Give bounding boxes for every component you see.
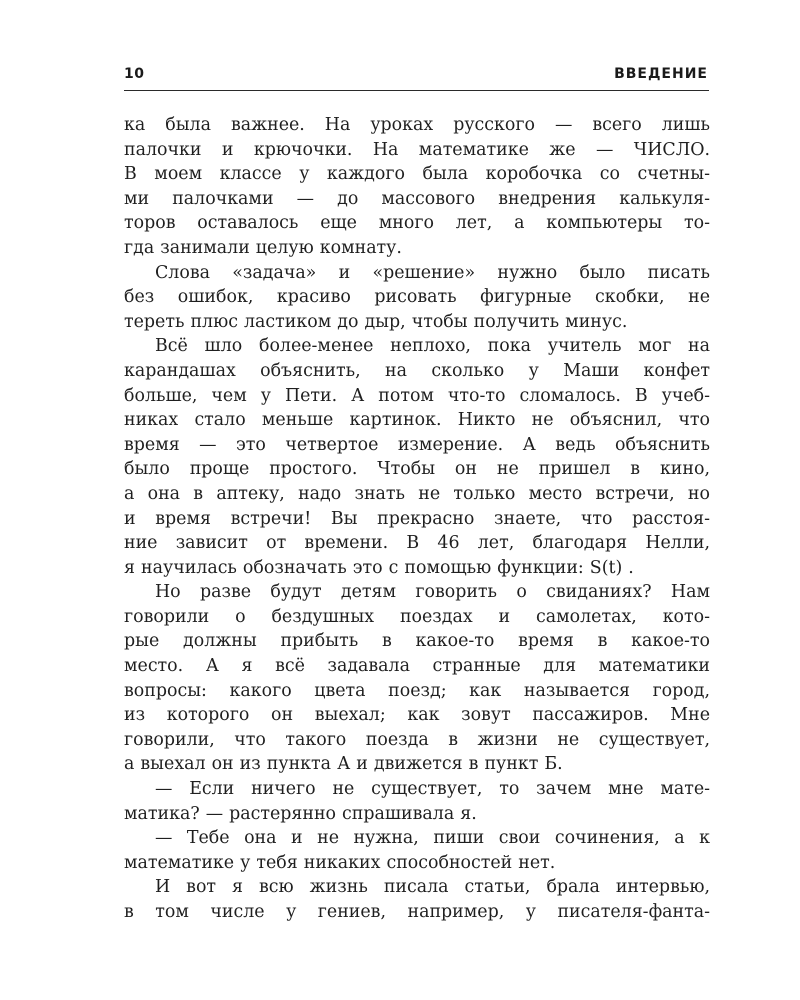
text-line: без ошибок, красиво рисовать фигурные скобки, не [124,287,710,308]
text-line: гда занимали целую комнату. [124,237,402,258]
text-line: больше, чем у Пети. А потом что-то сломалось. В учеб- [124,385,710,406]
text-line: вопросы: какого цвета поезд; как называется город, [124,680,710,701]
text-line: а она в аптеку, надо знать не только место встречи, но [124,483,710,504]
text-line: торов оставалось еще много лет, а компьютеры то- [124,213,710,234]
text-line: И вот я всю жизнь писала статьи, брала интервью, [155,877,710,898]
section-title: ВВЕДЕНИЕ [614,66,708,82]
text-line: в том числе у гениев, например, у писателя-фанта- [124,902,710,922]
text-line: из которого он выехал; как зовут пассажиров. Мне [124,705,710,726]
text-line: и время встречи! Вы прекрасно знаете, что расстоя- [124,508,710,529]
text-line: место. А я всё задавала странные для математики [124,656,710,677]
text-line: тереть плюс ластиком до дыр, чтобы получить минус. [124,311,628,332]
text-line: математике у тебя никаких способностей нет. [124,852,556,873]
text-line: я научилась обозначать это с помощью функции: S(t) . [124,557,634,578]
text-line: время — это четвертое измерение. А ведь объяснить [124,434,710,455]
text-line: ка была важнее. На уроках русского — всего лишь [124,115,710,135]
header-rule [124,90,709,91]
text-line: матика? — растерянно спрашивала я. [124,803,477,824]
running-head [124,66,708,88]
text-line: ние зависит от времени. В 46 лет, благодаря Нелли, [124,533,710,554]
body-text [124,113,710,925]
page-number: 10 [124,66,145,82]
text-line: говорили о бездушных поездах и самолетах, кото- [124,606,710,627]
text-line: Но разве будут детям говорить о свиданиях? Нам [155,582,710,603]
text-line: говорили, что такого поезда в жизни не существует, [124,729,710,750]
text-line: никах стало меньше картинок. Никто не объяснил, что [124,410,710,431]
text-line: ми палочками — до массового внедрения калькуля- [124,188,710,209]
text-line: палочки и крючочки. На математике же — ЧИСЛО. [124,139,710,160]
text-line: карандашах объяснить, на сколько у Маши конфет [124,360,710,381]
text-line: Всё шло более-менее неплохо, пока учитель мог на [155,336,710,357]
text-line: Слова «задача» и «решение» нужно было писать [155,262,710,283]
text-line: — Тебе она и не нужна, пиши свои сочинения, а к [155,828,710,849]
text-line: рые должны прибыть в какое-то время в какое-то [124,631,710,652]
text-line: — Если ничего не существует, то зачем мне мате- [155,779,710,800]
text-line: а выехал он из пункта А и движется в пункт Б. [124,754,563,775]
text-line: было проще простого. Чтобы он не пришел в кино, [124,459,710,480]
text-line: В моем классе у каждого была коробочка со счетны- [124,164,710,185]
